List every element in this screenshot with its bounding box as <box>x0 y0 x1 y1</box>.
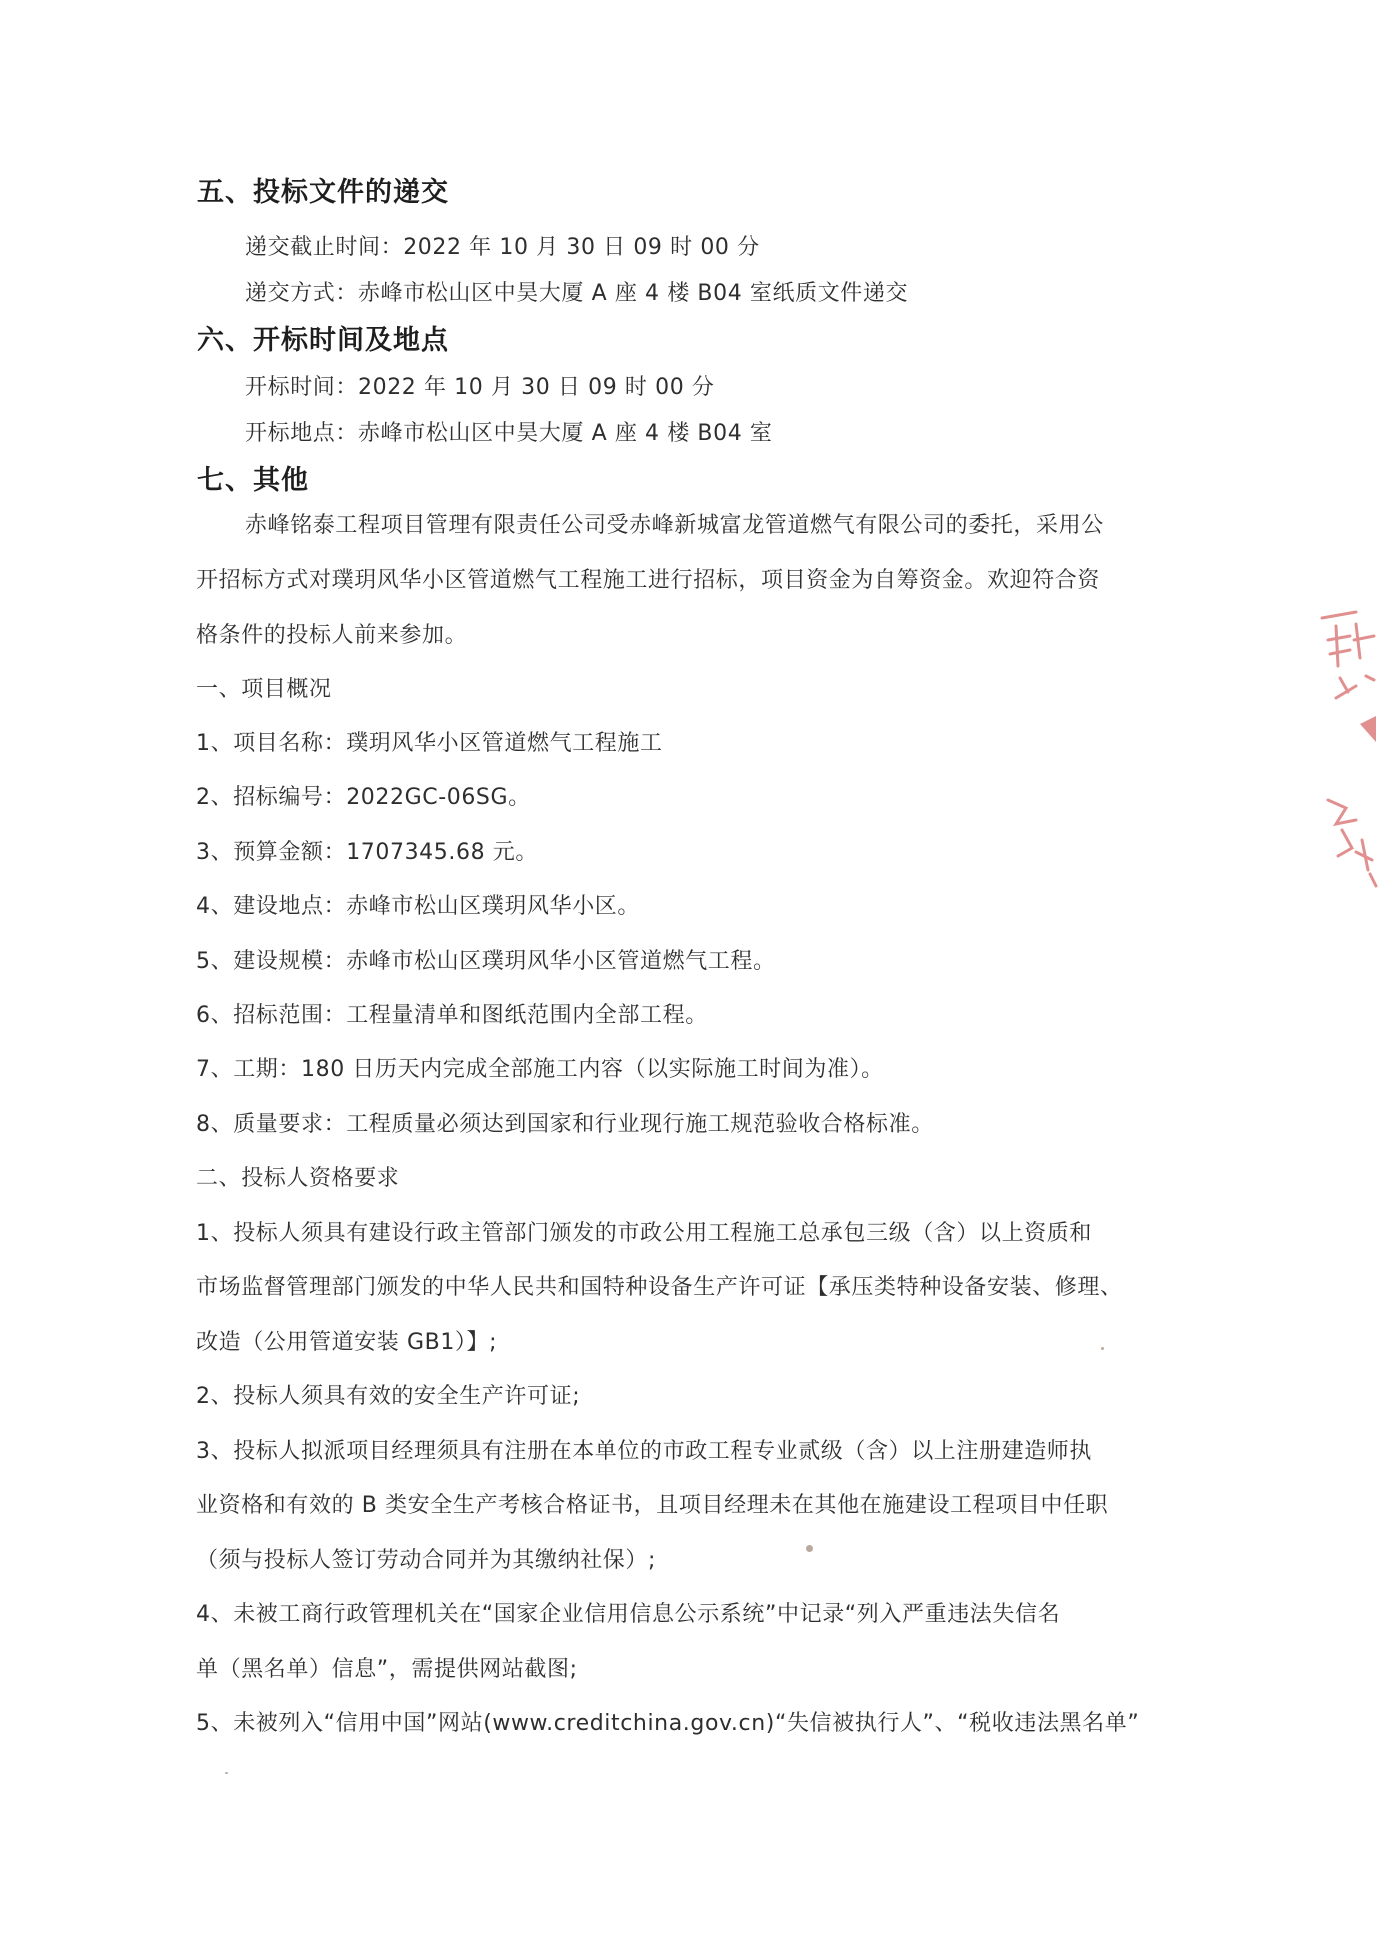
intro-line: 赤峰铭泰工程项目管理有限责任公司受赤峰新城富龙管道燃气有限公司的委托，采用公 <box>245 513 1104 538</box>
overview-item: 7、工期：180 日历天内完成全部施工内容（以实际施工时间为准）。 <box>196 1057 884 1082</box>
overview-item: 8、质量要求：工程质量必须达到国家和行业现行施工规范验收合格标准。 <box>196 1112 934 1137</box>
seal-stamp-fragment <box>1316 606 1378 746</box>
opening-time: 开标时间：2022 年 10 月 30 日 09 时 00 分 <box>245 375 715 400</box>
overview-item: 3、预算金额：1707345.68 元。 <box>196 840 538 865</box>
qualification-line: 市场监督管理部门颁发的中华人民共和国特种设备生产许可证【承压类特种设备安装、修理、 <box>196 1275 1123 1300</box>
qualification-line: 改造（公用管道安装 GB1）】; <box>196 1330 498 1355</box>
overview-item: 2、招标编号：2022GC-06SG。 <box>196 785 531 810</box>
scan-speck <box>1101 1347 1104 1350</box>
qualification-line: 单（黑名单）信息”，需提供网站截图; <box>196 1657 578 1682</box>
opening-place: 开标地点：赤峰市松山区中昊大厦 A 座 4 楼 B04 室 <box>245 421 773 446</box>
qualification-line: 3、投标人拟派项目经理须具有注册在本单位的市政工程专业贰级（含）以上注册建造师执 <box>196 1439 1092 1464</box>
qualifications-heading: 二、投标人资格要求 <box>196 1166 400 1191</box>
intro-line: 格条件的投标人前来参加。 <box>196 623 468 648</box>
scan-speck <box>225 1772 228 1774</box>
overview-item: 4、建设地点：赤峰市松山区璞玥风华小区。 <box>196 894 640 919</box>
seal-stamp-fragment <box>1316 790 1378 890</box>
qualification-line: 4、未被工商行政管理机关在“国家企业信用信息公示系统”中记录“列入严重违法失信名 <box>196 1602 1061 1627</box>
scan-speck <box>806 1545 813 1552</box>
qualification-line: 5、未被列入“信用中国”网站(www.creditchina.gov.cn)“失信被执行人”、“税收违法黑名单” <box>196 1711 1140 1736</box>
overview-item: 6、招标范围：工程量清单和图纸范围内全部工程。 <box>196 1003 708 1028</box>
overview-heading: 一、项目概况 <box>196 677 332 702</box>
intro-line: 开招标方式对璞玥风华小区管道燃气工程施工进行招标，项目资金为自筹资金。欢迎符合资 <box>196 568 1101 593</box>
qualification-line: 业资格和有效的 B 类安全生产考核合格证书，且项目经理未在其他在施建设工程项目中任职 <box>196 1493 1109 1518</box>
section-title-other: 七、其他 <box>197 465 309 496</box>
section-title-submission: 五、投标文件的递交 <box>197 177 449 208</box>
overview-item: 5、建设规模：赤峰市松山区璞玥风华小区管道燃气工程。 <box>196 949 776 974</box>
section-title-opening: 六、开标时间及地点 <box>197 325 449 356</box>
submission-deadline: 递交截止时间：2022 年 10 月 30 日 09 时 00 分 <box>245 235 760 260</box>
qualification-line: 2、投标人须具有效的安全生产许可证; <box>196 1384 581 1409</box>
overview-item: 1、项目名称：璞玥风华小区管道燃气工程施工 <box>196 731 663 756</box>
qualification-line: （须与投标人签订劳动合同并为其缴纳社保）; <box>196 1548 657 1573</box>
qualification-line: 1、投标人须具有建设行政主管部门颁发的市政公用工程施工总承包三级（含）以上资质和 <box>196 1221 1092 1246</box>
submission-method: 递交方式：赤峰市松山区中昊大厦 A 座 4 楼 B04 室纸质文件递交 <box>245 281 909 306</box>
